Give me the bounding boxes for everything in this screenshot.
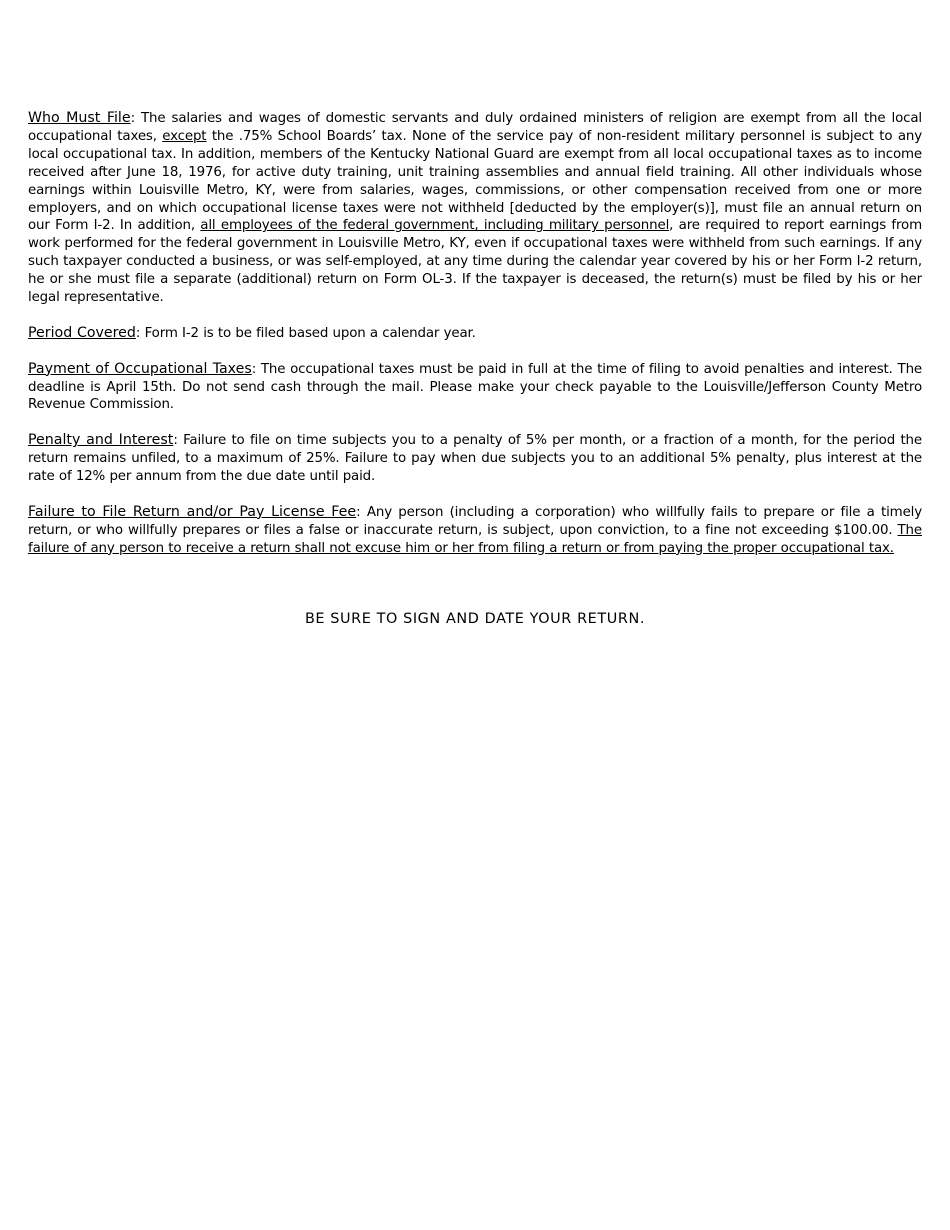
sign-and-date-notice: BE SURE TO SIGN AND DATE YOUR RETURN. [304, 611, 646, 627]
who-must-file-text-3: , are required to report earnings from work performed for the federal government in Louisville Metro, KY, even if occupational taxes were withheld from such earnings. If any such taxpayer conducted a business, or was self-employed, at any time during the calendar year covered by his or her Form I-2 return, he or she must file a separate (additional) return on Form OL-3. If the taxpayer is deceased, the return(s) must be filed by his or her legal representative. [28, 218, 922, 306]
payment-heading: Payment of Occupational Taxes [28, 360, 252, 377]
except-underlined: except [162, 128, 207, 144]
failure-paragraph [28, 504, 922, 558]
federal-employees-underlined: all employees of the federal government, including military personnel [200, 218, 670, 234]
failure-text: Any person (including a corporation) who willfully fails to prepare or file a timely return, or who willfully prepares or files a false or inaccurate return, is subject, upon conviction, to a fine not exceeding $100.00. [28, 504, 923, 538]
penalty-separator: : [173, 433, 184, 449]
who-must-file-heading: Who Must File [28, 110, 131, 126]
payment-separator: : [251, 361, 261, 377]
payment-paragraph [28, 361, 922, 415]
penalty-text: Failure to file on time subjects you to a penalty of 5% per month, or a fraction of a month, for the period the return remains unfiled, to a maximum of 25%. Failure to pay when due subjects you to an additional 5% penalty, plus interest at the rate of 12% per annum from the due date until paid. [28, 433, 922, 485]
who-must-file-separator: : [130, 111, 142, 126]
period-covered-paragraph [28, 325, 922, 343]
who-must-file-paragraph [28, 110, 922, 307]
payment-text: The occupational taxes must be paid in full at the time of filing to avoid penalties and interest. The deadline is April 15th. Do not send cash through the mail. Please make your check payable to the Louisville/Jefferson County Metro Revenue Commission. [28, 361, 923, 413]
who-must-file-text-2: the .75% School Boards’ tax. None of the service pay of non-resident military personnel is subject to any local occupational tax. In addition, members of the Kentucky National Guard are exempt from all local occupational taxes as to income received after June 18, 1976, for active duty training, unit training assemblies and annual field training. All other individuals whose earnings within Louisville Metro, KY, were from salaries, wages, commissions, or other compensation received from one or more employers, and on which occupational license taxes were not withheld [deducted by the employer(s)], must file an annual return on our Form I-2. In addition, [28, 128, 922, 234]
failure-separator: : [356, 504, 367, 520]
period-covered-heading: Period Covered [28, 324, 136, 341]
who-must-file-text-1: The salaries and wages of domestic servants and duly ordained ministers of religion are exempt from all the local occupational taxes, [28, 111, 922, 144]
failure-underlined-text: The failure of any person to receive a return shall not excuse him or her from filing a return or from paying the proper occupational tax. [28, 522, 922, 556]
penalty-heading: Penalty and Interest [28, 432, 174, 449]
period-covered-text: Form I-2 is to be filed based upon a calendar year. [144, 325, 476, 341]
penalty-paragraph [28, 432, 922, 486]
period-covered-separator: : [135, 325, 145, 341]
instructions-page [28, 110, 923, 627]
failure-heading: Failure to File Return and/or Pay License Fee [28, 503, 357, 520]
